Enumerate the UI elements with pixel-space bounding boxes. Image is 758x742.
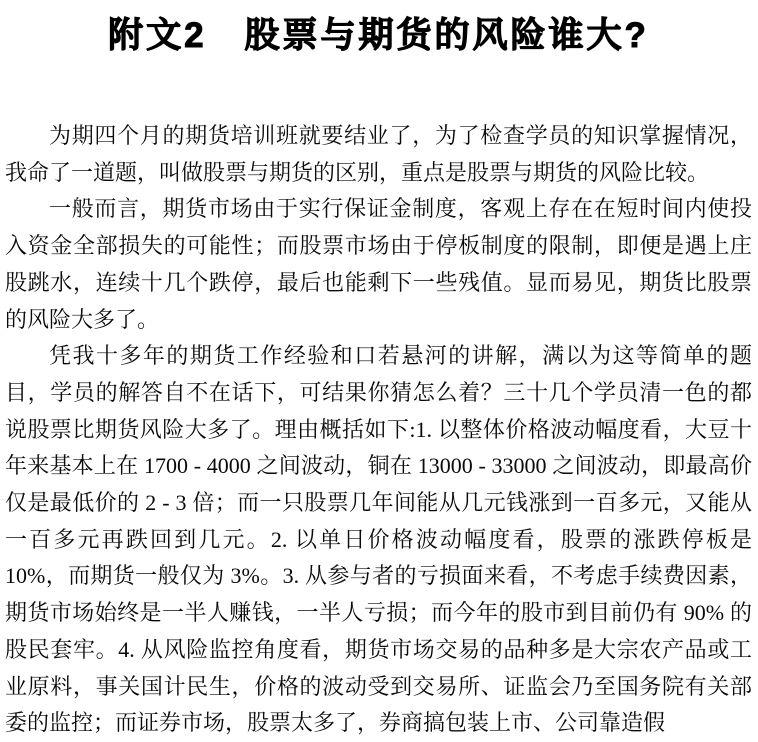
- paragraph-1: 为期四个月的期货培训班就要结业了，为了检查学员的知识掌握情况，我命了一道题，叫做股票与期货的区别，重点是股票与期货的风险比较。: [5, 123, 752, 185]
- document-body: [5, 118, 752, 742]
- paragraph-3: 凭我十多年的期货工作经验和口若悬河的讲解，满以为这等简单的题目，学员的解答自不在话下，可结果你猜怎么着？三十几个学员清一色的都说股票比期货风险大多了。理由概括如下:1. 以整体价格波动幅度看，大豆十年来基本上在 1700 - 4000 之间波动，铜在 13000 - 33000 之间波动，即最高价仅是最低价的 2 - 3 倍；而一只股票几年间能从几元钱涨到一百多元，又能从一百多元再跌回到几元。2. 以单日价格波动幅度看，股票的涨跌停板是 10%，而期货一般仅为 3%。3. 从参与者的亏损面来看，不考虑手续费因素，期货市场始终是一半人赚钱，一半人亏损；而今年的股市到目前仍有 90% 的股民套牢。4. 从风险监控角度看，期货市场交易的品种多是大宗农产品或工业原料，事关国计民生，价格的波动受到交易所、证监会乃至国务院有关部委的监控；而证券市场，股票太多了，券商搞包装上市、公司靠造假: [5, 343, 752, 736]
- paragraph-2: 一般而言，期货市场由于实行保证金制度，客观上存在在短时间内使投入资金全部损失的可能性；而股票市场由于停板制度的限制，即便是遇上庄股跳水，连续十几个跌停，最后也能剩下一些残值。显而易见，期货比股票的风险大多了。: [5, 196, 752, 332]
- page-title: 附文2 股票与期货的风险谁大?: [108, 16, 649, 55]
